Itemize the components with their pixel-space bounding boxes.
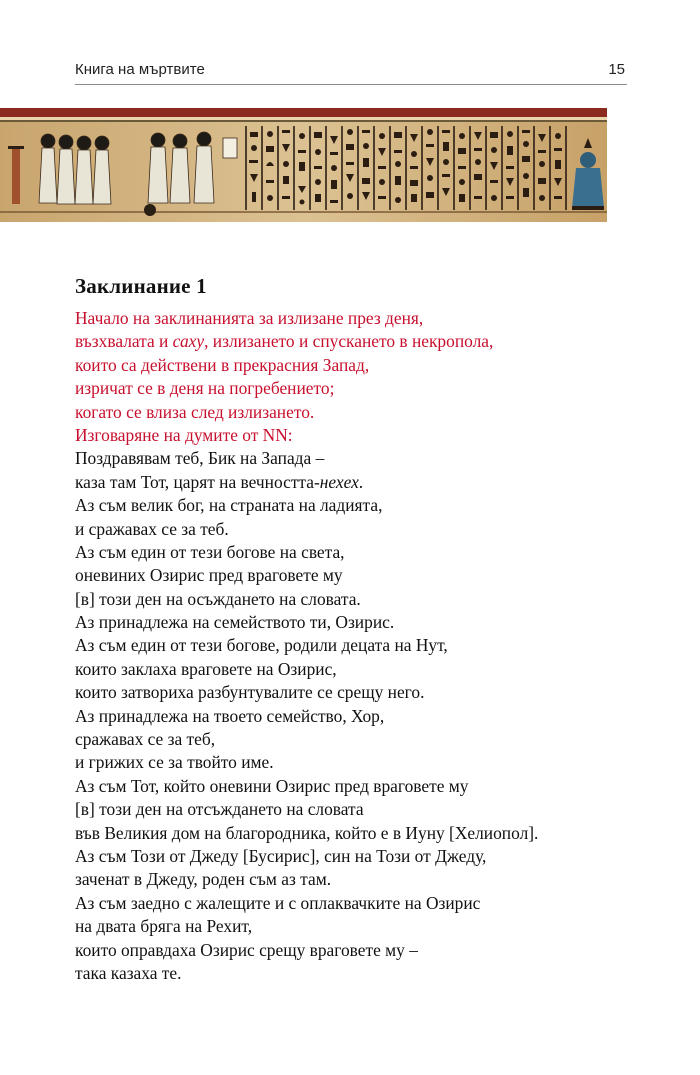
book-title: Книга на мъртвите [75,61,205,78]
verse-line [75,518,635,541]
line-text: когато се влиза след излизането. [75,401,315,422]
italic-term: саху [172,331,205,352]
verse-line [75,541,635,564]
verse-line [75,634,635,657]
verse-line [75,845,635,868]
verse-line [75,798,635,821]
line-text: Аз принадлежа на твоето семейство, Хор, [75,705,385,726]
verse-line [75,447,635,470]
verse-line [75,728,635,751]
line-text: Аз съм Този от Джеду [Бусирис], син на Този от Джеду, [75,845,487,866]
line-text: които оправдаха Озирис срещу враговете му – [75,939,418,960]
rubric-line [75,424,635,447]
page-number: 15 [608,61,625,78]
line-text: Аз съм велик бог, на страната на ладията, [75,495,383,516]
line-text: Аз съм един от тези богове, родили децата на Нут, [75,635,448,656]
rubric-line [75,330,635,353]
verse-line [75,892,635,915]
line-text: оневиних Озирис пред враговете му [75,565,343,586]
line-text: сражавах се за теб, [75,729,216,750]
line-text: , излизането и спускането в некропола, [204,331,494,352]
line-text: възхвалата и [75,331,173,352]
rubric-line [75,377,635,400]
line-text: във Великия дом на благородника, който е в Иуну [Хелиопол]. [75,822,539,843]
line-text: които са действени в прекрасния Запад, [75,354,370,375]
verse-line [75,868,635,891]
italic-term: нехех [319,471,359,492]
line-text: на двата бряга на Рехит, [75,916,253,937]
line-text: Изговаряне на думите от NN: [75,424,293,445]
line-text: Аз принадлежа на семейството ти, Озирис. [75,612,395,633]
line-text: Поздравявам теб, Бик на Запада – [75,448,325,469]
verse-line [75,588,635,611]
rubric-line [75,354,635,377]
egyptian-papyrus-frieze-image [0,108,607,222]
verse-line [75,915,635,938]
running-head [75,58,627,85]
line-text: и грижих се за твойто име. [75,752,274,773]
line-text: [в] този ден на осъждането на словата. [75,588,361,609]
line-text: каза там Тот, царят на вечността- [75,471,320,492]
line-text: Аз съм един от тези богове на света, [75,541,345,562]
rubric-line [75,307,635,330]
verse-line [75,658,635,681]
line-text: изричат се в деня на погребението; [75,378,335,399]
line-text: Начало на заклинанията за излизане през деня, [75,308,424,328]
verse-line [75,494,635,517]
verse-line [75,962,635,985]
line-text: които затвориха разбунтувалите се срещу него. [75,682,425,703]
verse-line [75,775,635,798]
line-text: които заклаха враговете на Озирис, [75,658,337,679]
line-text: Аз съм заедно с жалещите и с оплаквачките на Озирис [75,892,481,913]
line-text: Аз съм Тот, който оневини Озирис пред враговете му [75,775,469,796]
spell-title: Заклинание 1 [75,274,207,299]
line-text: и сражавах се за теб. [75,518,229,539]
spell-text [75,307,635,985]
verse-line [75,751,635,774]
verse-line [75,681,635,704]
verse-line [75,939,635,962]
line-text: заченат в Джеду, роден съм аз там. [75,869,332,890]
rubric-line [75,401,635,424]
line-text: . [358,471,364,492]
line-text: така казаха те. [75,962,182,983]
verse-line [75,471,635,494]
verse-line [75,822,635,845]
verse-line [75,611,635,634]
verse-line [75,564,635,587]
verse-line [75,705,635,728]
line-text: [в] този ден на отсъждането на словата [75,799,364,820]
